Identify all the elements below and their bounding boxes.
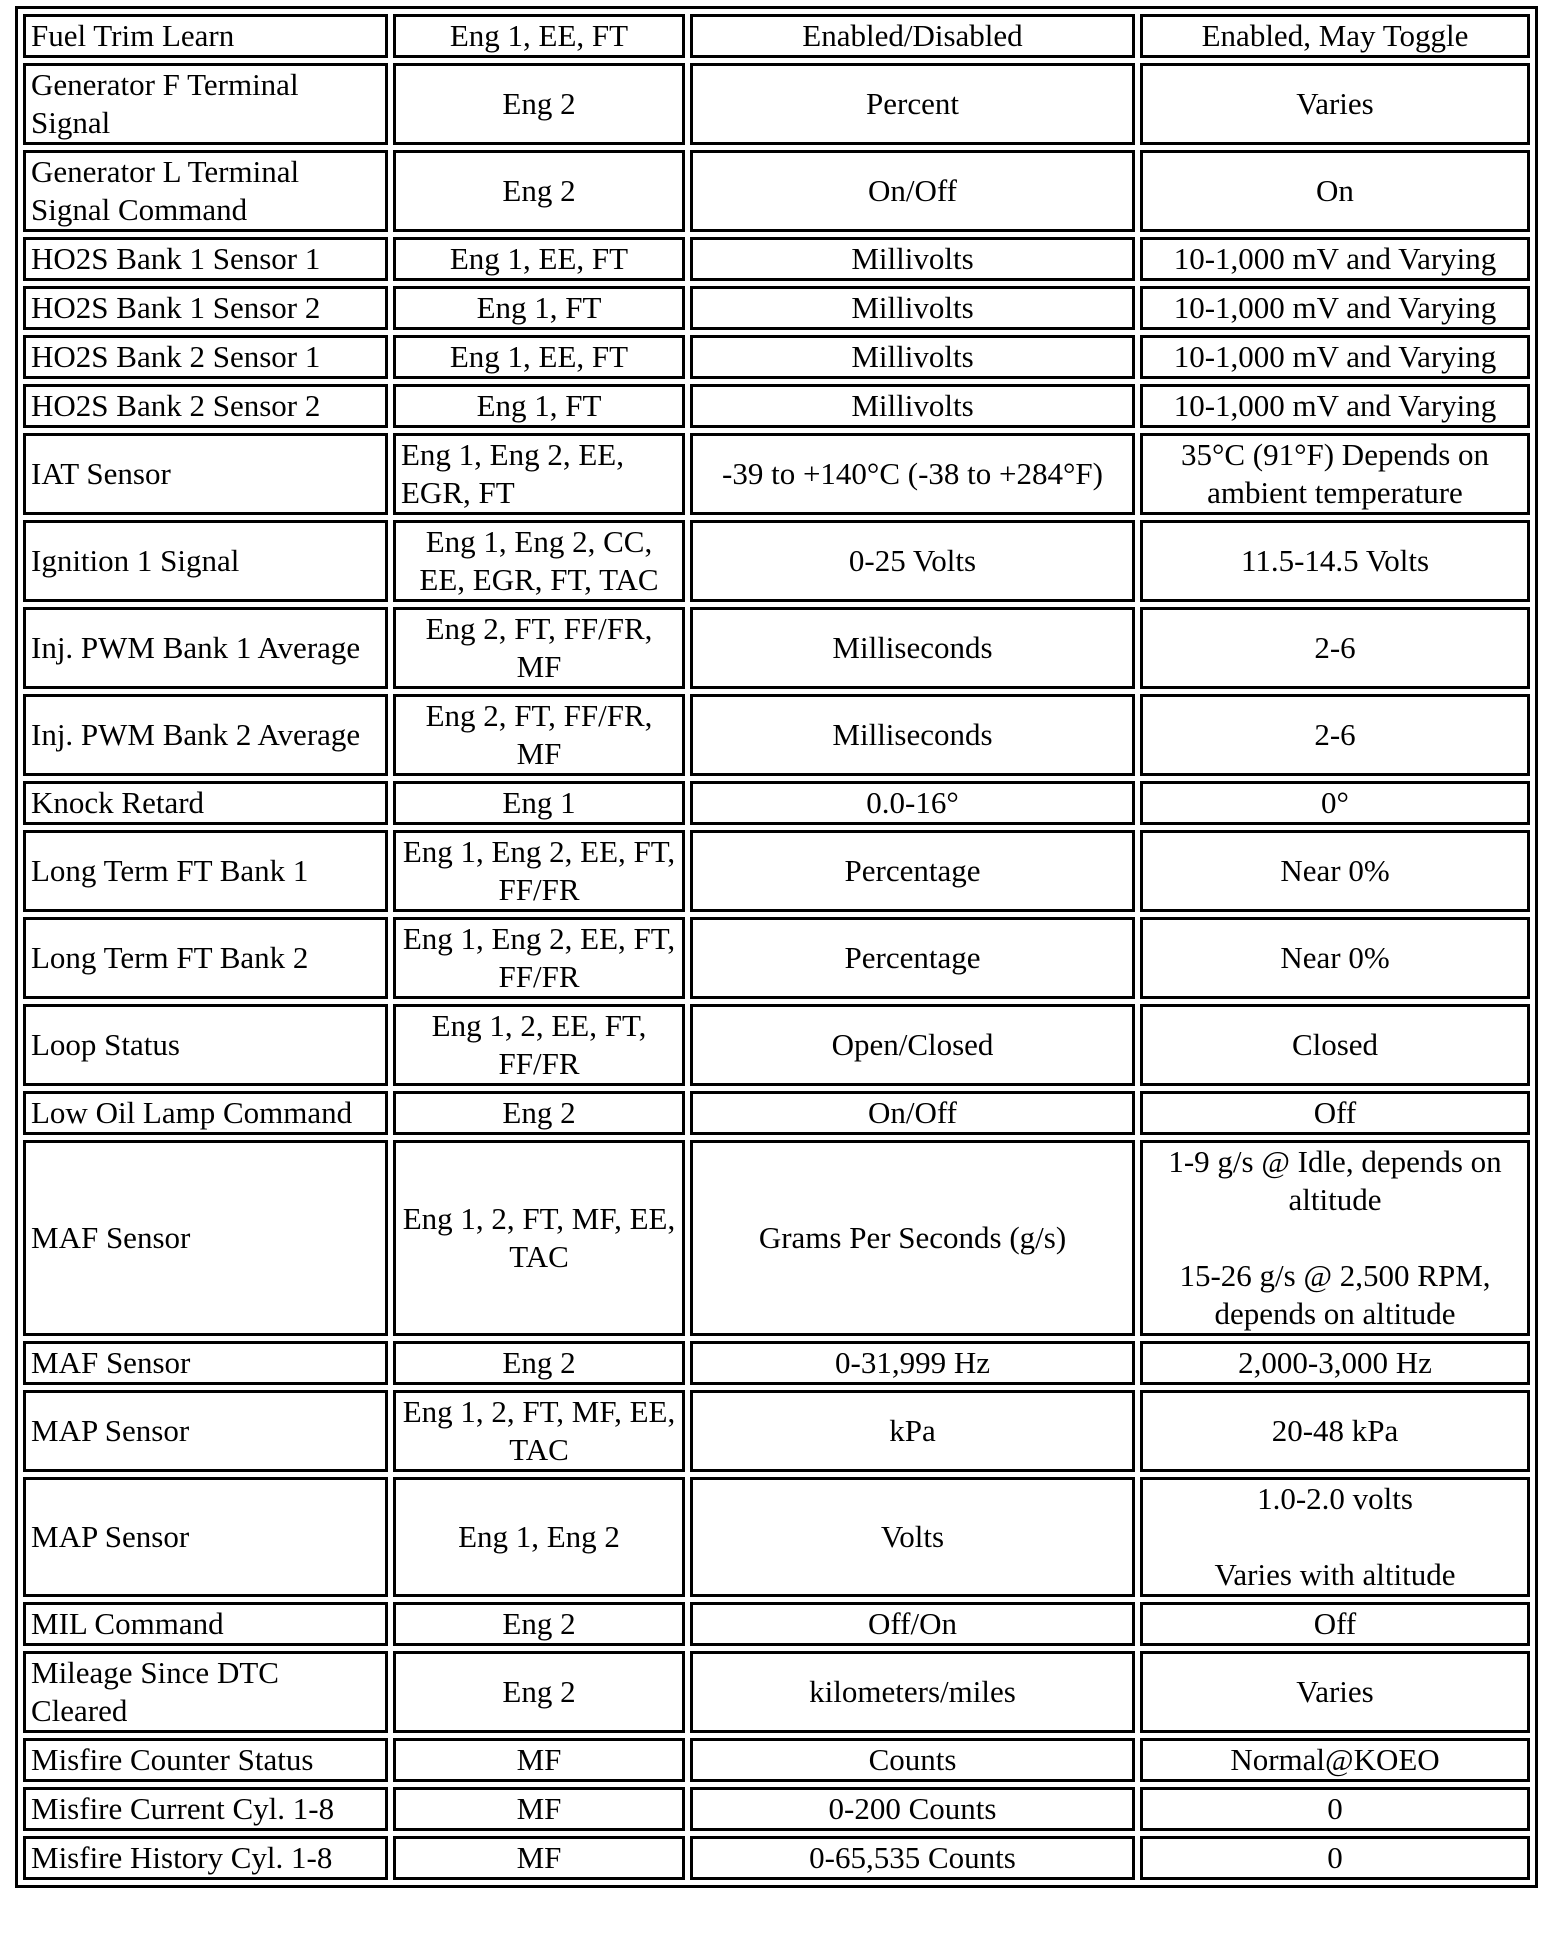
typical-value-line: 15-26 g/s @ 2,500 RPM, depends on altitude (1179, 1258, 1491, 1331)
units-cell: Percent (690, 63, 1135, 145)
typical-value-cell: 11.5-14.5 Volts (1140, 520, 1530, 602)
data-list-cell: Eng 1, FT (393, 286, 685, 330)
data-list-cell: Eng 1, 2, FT, MF, EE, TAC (393, 1390, 685, 1472)
units-cell: 0-25 Volts (690, 520, 1135, 602)
typical-value-line: 1-9 g/s @ Idle, depends on altitude (1168, 1144, 1502, 1217)
parameter-cell: Loop Status (23, 1004, 388, 1086)
parameter-cell: Inj. PWM Bank 1 Average (23, 607, 388, 689)
typical-value-cell: 10-1,000 mV and Varying (1140, 237, 1530, 281)
units-cell: Percentage (690, 830, 1135, 912)
table-row (23, 1390, 1530, 1472)
parameter-cell: Knock Retard (23, 781, 388, 825)
parameter-cell: Misfire History Cyl. 1-8 (23, 1836, 388, 1880)
table-row (23, 830, 1530, 912)
parameter-cell: Low Oil Lamp Command (23, 1091, 388, 1135)
typical-value-cell: Enabled, May Toggle (1140, 14, 1530, 58)
data-list-cell: MF (393, 1738, 685, 1782)
parameter-cell: Misfire Counter Status (23, 1738, 388, 1782)
data-list-cell: Eng 2 (393, 1091, 685, 1135)
parameter-cell: IAT Sensor (23, 433, 388, 515)
units-cell: Millivolts (690, 335, 1135, 379)
parameter-cell: Fuel Trim Learn (23, 14, 388, 58)
table-row (23, 1140, 1530, 1336)
parameter-cell: MIL Command (23, 1602, 388, 1646)
data-list-cell: Eng 1, EE, FT (393, 237, 685, 281)
parameter-cell: MAP Sensor (23, 1390, 388, 1472)
data-list-cell: Eng 1, Eng 2 (393, 1477, 685, 1597)
units-cell: kilometers/miles (690, 1651, 1135, 1733)
data-list-cell: Eng 2 (393, 150, 685, 232)
typical-value-line: 1.0-2.0 volts (1257, 1481, 1413, 1516)
parameter-cell: Generator F Terminal Signal (23, 63, 388, 145)
units-cell: On/Off (690, 1091, 1135, 1135)
data-list-cell: Eng 1, Eng 2, EE, FT, FF/FR (393, 830, 685, 912)
table-row (23, 1787, 1530, 1831)
table-row (23, 694, 1530, 776)
table-row (23, 1004, 1530, 1086)
typical-value-cell: 0° (1140, 781, 1530, 825)
units-cell: 0-65,535 Counts (690, 1836, 1135, 1880)
table-row (23, 1651, 1530, 1733)
parameter-cell: HO2S Bank 2 Sensor 1 (23, 335, 388, 379)
table-row (23, 781, 1530, 825)
table-row (23, 1738, 1530, 1782)
units-cell: On/Off (690, 150, 1135, 232)
table-row (23, 335, 1530, 379)
data-table-container (15, 6, 1527, 1888)
data-list-cell: Eng 2 (393, 1341, 685, 1385)
units-cell: 0.0-16° (690, 781, 1135, 825)
data-list-cell: MF (393, 1836, 685, 1880)
units-cell: Millivolts (690, 286, 1135, 330)
typical-value-cell: 35°C (91°F) Depends on ambient temperature (1140, 433, 1530, 515)
parameter-cell: Misfire Current Cyl. 1-8 (23, 1787, 388, 1831)
units-cell: Milliseconds (690, 694, 1135, 776)
parameter-cell: Generator L Terminal Signal Command (23, 150, 388, 232)
typical-value-cell: 10-1,000 mV and Varying (1140, 286, 1530, 330)
typical-value-cell: Near 0% (1140, 917, 1530, 999)
table-row (23, 1602, 1530, 1646)
typical-value-cell: 0 (1140, 1787, 1530, 1831)
data-list-cell: Eng 1, EE, FT (393, 14, 685, 58)
typical-value-cell: 0 (1140, 1836, 1530, 1880)
table-row (23, 150, 1530, 232)
units-cell: -39 to +140°C (-38 to +284°F) (690, 433, 1135, 515)
typical-value-cell: 2-6 (1140, 607, 1530, 689)
data-list-cell: Eng 1, Eng 2, EE, FT, FF/FR (393, 917, 685, 999)
data-list-cell: Eng 2 (393, 63, 685, 145)
parameter-cell: Mileage Since DTC Cleared (23, 1651, 388, 1733)
parameter-cell: MAP Sensor (23, 1477, 388, 1597)
units-cell: 0-200 Counts (690, 1787, 1135, 1831)
typical-value-cell: Varies (1140, 63, 1530, 145)
typical-value-cell: Varies (1140, 1651, 1530, 1733)
units-cell: kPa (690, 1390, 1135, 1472)
scan-tool-data-table (15, 6, 1538, 1888)
table-row (23, 1341, 1530, 1385)
data-list-cell: Eng 1, Eng 2, EE, EGR, FT (393, 433, 685, 515)
units-cell: Millivolts (690, 237, 1135, 281)
units-cell: Millivolts (690, 384, 1135, 428)
data-list-cell: MF (393, 1787, 685, 1831)
typical-value-cell: 2-6 (1140, 694, 1530, 776)
table-row (23, 433, 1530, 515)
table-row (23, 384, 1530, 428)
units-cell: Grams Per Seconds (g/s) (690, 1140, 1135, 1336)
data-list-cell: Eng 2, FT, FF/FR, MF (393, 694, 685, 776)
table-row (23, 63, 1530, 145)
typical-value-cell: 10-1,000 mV and Varying (1140, 335, 1530, 379)
typical-value-cell: Off (1140, 1091, 1530, 1135)
typical-value-cell: 10-1,000 mV and Varying (1140, 384, 1530, 428)
data-list-cell: Eng 1, 2, EE, FT, FF/FR (393, 1004, 685, 1086)
parameter-cell: Inj. PWM Bank 2 Average (23, 694, 388, 776)
data-list-cell: Eng 2 (393, 1602, 685, 1646)
typical-value-cell: Normal@KOEO (1140, 1738, 1530, 1782)
units-cell: Volts (690, 1477, 1135, 1597)
parameter-cell: MAF Sensor (23, 1341, 388, 1385)
parameter-cell: Ignition 1 Signal (23, 520, 388, 602)
data-list-cell: Eng 2 (393, 1651, 685, 1733)
units-cell: 0-31,999 Hz (690, 1341, 1135, 1385)
units-cell: Counts (690, 1738, 1135, 1782)
data-list-cell: Eng 2, FT, FF/FR, MF (393, 607, 685, 689)
table-row (23, 1836, 1530, 1880)
typical-value-cell: Off (1140, 1602, 1530, 1646)
table-row (23, 1477, 1530, 1597)
typical-value-cell (1140, 1140, 1530, 1336)
data-list-cell: Eng 1 (393, 781, 685, 825)
line-gap (1148, 1219, 1522, 1257)
units-cell: Milliseconds (690, 607, 1135, 689)
parameter-cell: Long Term FT Bank 1 (23, 830, 388, 912)
parameter-cell: HO2S Bank 2 Sensor 2 (23, 384, 388, 428)
typical-value-cell: 2,000-3,000 Hz (1140, 1341, 1530, 1385)
line-gap (1148, 1518, 1522, 1556)
typical-value-cell (1140, 1477, 1530, 1597)
data-list-cell: Eng 1, 2, FT, MF, EE, TAC (393, 1140, 685, 1336)
table-row (23, 1091, 1530, 1135)
units-cell: Percentage (690, 917, 1135, 999)
data-list-cell: Eng 1, Eng 2, CC, EE, EGR, FT, TAC (393, 520, 685, 602)
typical-value-cell: Closed (1140, 1004, 1530, 1086)
typical-value-cell: 20-48 kPa (1140, 1390, 1530, 1472)
table-row (23, 520, 1530, 602)
table-row (23, 286, 1530, 330)
parameter-cell: Long Term FT Bank 2 (23, 917, 388, 999)
typical-value-line: Varies with altitude (1214, 1557, 1456, 1592)
typical-value-cell: Near 0% (1140, 830, 1530, 912)
table-row (23, 237, 1530, 281)
typical-value-cell: On (1140, 150, 1530, 232)
table-row (23, 917, 1530, 999)
table-row (23, 607, 1530, 689)
data-list-cell: Eng 1, EE, FT (393, 335, 685, 379)
units-cell: Open/Closed (690, 1004, 1135, 1086)
units-cell: Off/On (690, 1602, 1135, 1646)
data-list-cell: Eng 1, FT (393, 384, 685, 428)
parameter-cell: HO2S Bank 1 Sensor 1 (23, 237, 388, 281)
units-cell: Enabled/Disabled (690, 14, 1135, 58)
parameter-cell: HO2S Bank 1 Sensor 2 (23, 286, 388, 330)
parameter-cell: MAF Sensor (23, 1140, 388, 1336)
table-row (23, 14, 1530, 58)
